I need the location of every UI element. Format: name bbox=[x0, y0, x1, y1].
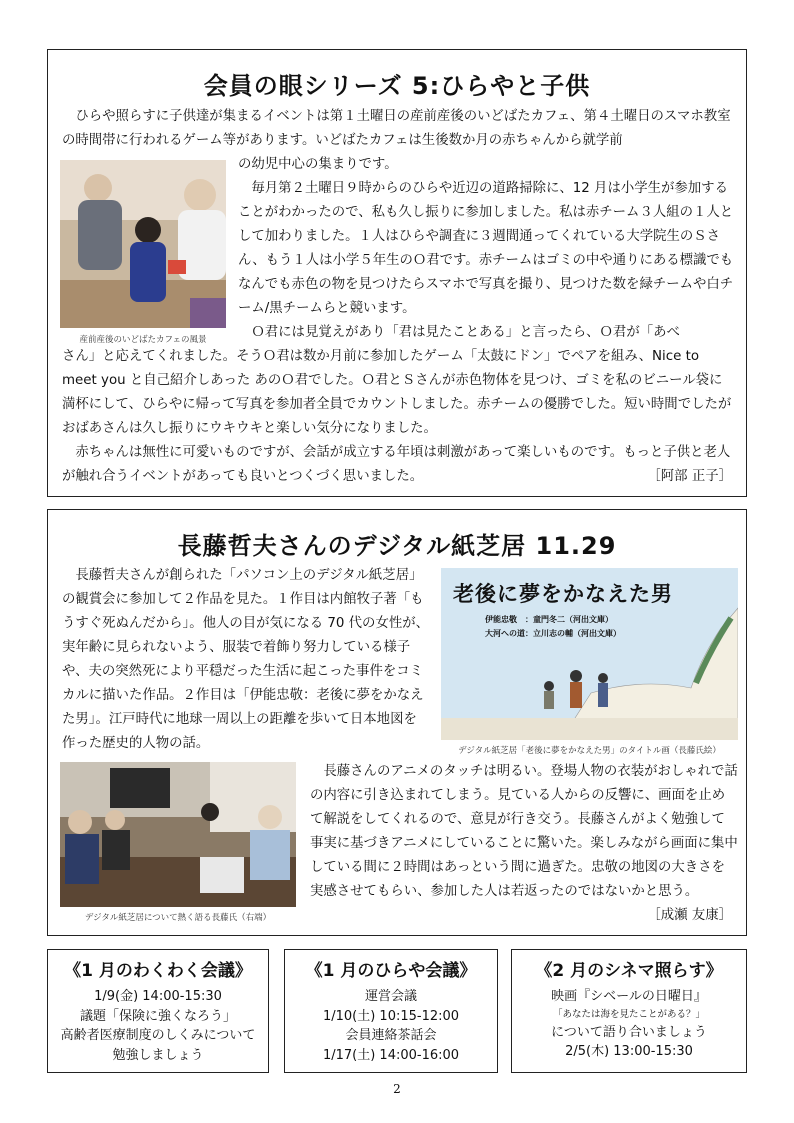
box-1-heading: 《1 月のわくわく会議》 bbox=[64, 961, 252, 981]
box-3-heading: 《2 月のシネマ照らす》 bbox=[535, 961, 723, 981]
page-number: 2 bbox=[393, 1082, 401, 1096]
article-2-frame bbox=[47, 509, 747, 936]
slide-title: 老後に夢をかなえた男 bbox=[453, 582, 673, 606]
article-1-para-1a: ひらや照らすに子供達が集まるイベントは第１土曜日の産前産後のいどばたカフェ、第４土曜日のスマホ教室の時間帯に行われるゲーム等があります。いどばたカフェは生後数か月の赤ちゃんから就学前 bbox=[62, 109, 731, 148]
box-2-heading: 《1 月のひらや会議》 bbox=[305, 961, 477, 981]
kamishibai-talk-photo bbox=[60, 762, 296, 907]
box-2-line-4: 1/17(土) 14:00-16:00 bbox=[322, 1047, 460, 1063]
article-2-author: ［成瀬 友康］ bbox=[647, 908, 732, 923]
box-1-line-2: 議題「保険に強くなろう」 bbox=[79, 1008, 236, 1024]
article-2-para-1: 長藤哲夫さんが創られた「パソコン上のデジタル紙芝居」の観賞会に参加して２作品を見た。１作目は内館牧子著「もうすぐ死ぬんだから」。他人の目が気になる 70 代の女性が、実年齢に見られないよう、服装で着飾り努力している様子や、夫の突然死により平穏だった生活に起こった事件をコミカルに描いた作品。２作目は「伊能忠敬：老後に夢をかなえた男」。江戸時代に地球一周以上の距離を歩いて日本地図を作った歴史的人物の話。 bbox=[62, 568, 430, 751]
slide-line-1: 伊能忠敬 ：童門冬二（河出文庫） bbox=[485, 615, 613, 624]
box-1-line-1: 1/9(金) 14:00-15:30 bbox=[94, 989, 222, 1004]
article-1-author: ［阿部 正子］ bbox=[647, 469, 732, 484]
idobata-cafe-photo bbox=[60, 160, 226, 328]
box-3-line-1: 映画『シベールの日曜日』 bbox=[551, 989, 707, 1004]
slide-line-2: 大河への道：立川志の輔（河出文庫） bbox=[485, 629, 621, 638]
idobata-cafe-caption: 産前産後のいどばたカフェの風景 bbox=[79, 335, 207, 345]
article-2-para-2: 長藤さんのアニメのタッチは明るい。登場人物の衣装がおしゃれで話の内容に引き込まれてしまう。見ている人からの反響に、画面を止めて解説をしてくれるので、意見が行き交う。長藤さんがよく勉強して事実に基づきアニメにしていることに驚いた。楽しみながら画面に集中している間に２時間はあっという間に過ぎた。忠敬の地図の大きさを実感させてもらい、参加した人は若返ったのではないかと思う。 bbox=[310, 764, 738, 899]
article-1-body-full: さん」と応えてくれました。そうＯ君は数か月前に参加したゲーム「太鼓にドン」でペアを組み、Nice to meet you と自己紹介しあった あのＯ君でした。Ｏ君とＳさんが赤色物体を見つけ、ゴミを私のビニール袋に満杯にして、ひらやに帰って写真を参加者全員でカウントしました。赤チームの優勝でした。短い時間でしたがおばあさんは久し振りにウキウキと楽しい気分になりました。 赤ちゃんは無性に可愛いものですが、会話が成立する年頃は刺激があって楽しいものです。もっと子供と老人が触れ合うイベントがあっても良いとつくづく思いました。 bbox=[62, 349, 732, 484]
box-2-line-1: 運営会議 bbox=[364, 989, 417, 1004]
kamishibai-slide-caption: デジタル紙芝居「老後に夢をかなえた男」のタイトル画（長藤氏絵） bbox=[458, 746, 721, 756]
box-3-line-3: について語り合いましょう bbox=[551, 1024, 707, 1040]
box-3-line-4: 2/5(木) 13:00-15:30 bbox=[565, 1044, 693, 1059]
kamishibai-talk-caption: デジタル紙芝居について熱く語る長藤氏（右端） bbox=[84, 913, 272, 923]
article-2-title: 長藤哲夫さんのデジタル紙芝居 11.29 bbox=[177, 532, 617, 560]
box-2-line-2: 1/10(土) 10:15-12:00 bbox=[322, 1008, 460, 1024]
box-1-line-3: 高齢者医療制度のしくみについて bbox=[60, 1028, 256, 1043]
box-3-line-2: 「あなたは海を見たことがある？」 bbox=[552, 1008, 705, 1020]
box-wakuwaku-meeting bbox=[47, 949, 269, 1073]
box-1-line-4: 勉強しましょう bbox=[112, 1047, 204, 1063]
box-hiraya-meeting bbox=[284, 949, 498, 1073]
article-1-frame bbox=[47, 49, 747, 497]
box-2-line-3: 会員連絡茶話会 bbox=[345, 1028, 437, 1043]
kamishibai-talk-photo-image bbox=[60, 762, 296, 907]
article-1-body: の幼児中心の集まりです。 毎月第２土曜日９時からのひらや近辺の道路掃除に、12 月は小学生が参加することがわかったので、私も久し振りに参加しました。私は赤チーム３人組の１人として加わりました。１人はひらや調査に３週間通ってくれている大学院生のＳさん、もう１人は小学５年生のＯ君です。赤チームはゴミの中や通りにある標識でもなんでも赤色の物を見つけたらスマホで写真を撮り、見つけた数を緑チームや白チーム/黒チームらと競います。 Ｏ君には見覚えがあり「君は見たことある」と言ったら、Ｏ君が「あべ bbox=[238, 157, 734, 340]
box-cinema bbox=[511, 949, 747, 1073]
kamishibai-title-slide bbox=[441, 568, 738, 740]
article-1-title: 会員の眼シリーズ 5:ひらやと子供 bbox=[203, 72, 591, 100]
idobata-cafe-photo-image bbox=[60, 160, 226, 328]
